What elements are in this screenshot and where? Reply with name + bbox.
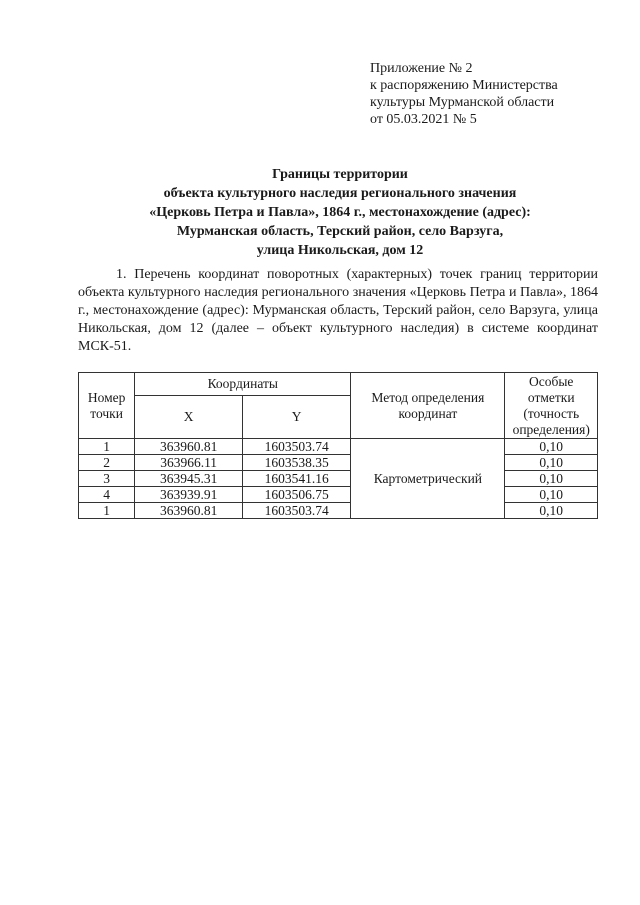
header-method: Метод определения координат bbox=[351, 373, 505, 439]
point-number-cell: 1 bbox=[79, 503, 135, 519]
table-header-row bbox=[79, 373, 598, 396]
title-line-3: «Церковь Петра и Павла», 1864 г., местонахождение (адрес): bbox=[149, 205, 531, 220]
x-cell: 363939.91 bbox=[135, 487, 243, 503]
accuracy-cell: 0,10 bbox=[505, 455, 598, 471]
header-x: X bbox=[135, 396, 243, 439]
table-row bbox=[79, 471, 598, 487]
method-cell: Картометрический bbox=[351, 439, 505, 519]
header-coordinates: Координаты bbox=[135, 373, 351, 396]
appendix-header bbox=[370, 60, 610, 128]
table-row bbox=[79, 503, 598, 519]
point-number-cell: 4 bbox=[79, 487, 135, 503]
table-row bbox=[79, 439, 598, 455]
header-notes: Особые отметки (точность определения) bbox=[505, 373, 598, 439]
y-cell: 1603538.35 bbox=[243, 455, 351, 471]
point-number-cell: 2 bbox=[79, 455, 135, 471]
y-cell: 1603503.74 bbox=[243, 503, 351, 519]
point-number-cell: 3 bbox=[79, 471, 135, 487]
body-paragraph bbox=[78, 266, 598, 356]
accuracy-cell: 0,10 bbox=[505, 487, 598, 503]
header-y: Y bbox=[243, 396, 351, 439]
x-cell: 363960.81 bbox=[135, 439, 243, 455]
title-line-2: объекта культурного наследия регионального значения bbox=[163, 186, 517, 201]
accuracy-cell: 0,10 bbox=[505, 439, 598, 455]
y-cell: 1603541.16 bbox=[243, 471, 351, 487]
appendix-number: Приложение № 2 bbox=[370, 61, 473, 76]
appendix-order-ref: к распоряжению Министерства bbox=[370, 78, 558, 93]
x-cell: 363960.81 bbox=[135, 503, 243, 519]
point-number-cell: 1 bbox=[79, 439, 135, 455]
y-cell: 1603503.74 bbox=[243, 439, 351, 455]
appendix-date: от 05.03.2021 № 5 bbox=[370, 112, 477, 127]
paragraph-text: 1. Перечень координат поворотных (характерных) точек границ территории объекта культурного наследия регионального значения «Церковь Петра и Павла», 1864 г., местонахождение (адрес): Мурманская область, Терский район, село Варзуга, улица Никольская, дом 12 (далее – объект культурного наследия) в системе координат МСК-51. bbox=[78, 267, 598, 354]
y-cell: 1603506.75 bbox=[243, 487, 351, 503]
header-point-number: Номер точки bbox=[79, 373, 135, 439]
accuracy-cell: 0,10 bbox=[505, 503, 598, 519]
document-title bbox=[80, 165, 600, 260]
title-line-5: улица Никольская, дом 12 bbox=[256, 243, 424, 258]
coordinates-table bbox=[78, 372, 598, 519]
appendix-ministry: культуры Мурманской области bbox=[370, 95, 555, 110]
table-row bbox=[79, 487, 598, 503]
accuracy-cell: 0,10 bbox=[505, 471, 598, 487]
title-line-4: Мурманская область, Терский район, село Варзуга, bbox=[176, 224, 504, 239]
x-cell: 363966.11 bbox=[135, 455, 243, 471]
title-line-1: Границы территории bbox=[272, 167, 408, 182]
x-cell: 363945.31 bbox=[135, 471, 243, 487]
table-row bbox=[79, 455, 598, 471]
